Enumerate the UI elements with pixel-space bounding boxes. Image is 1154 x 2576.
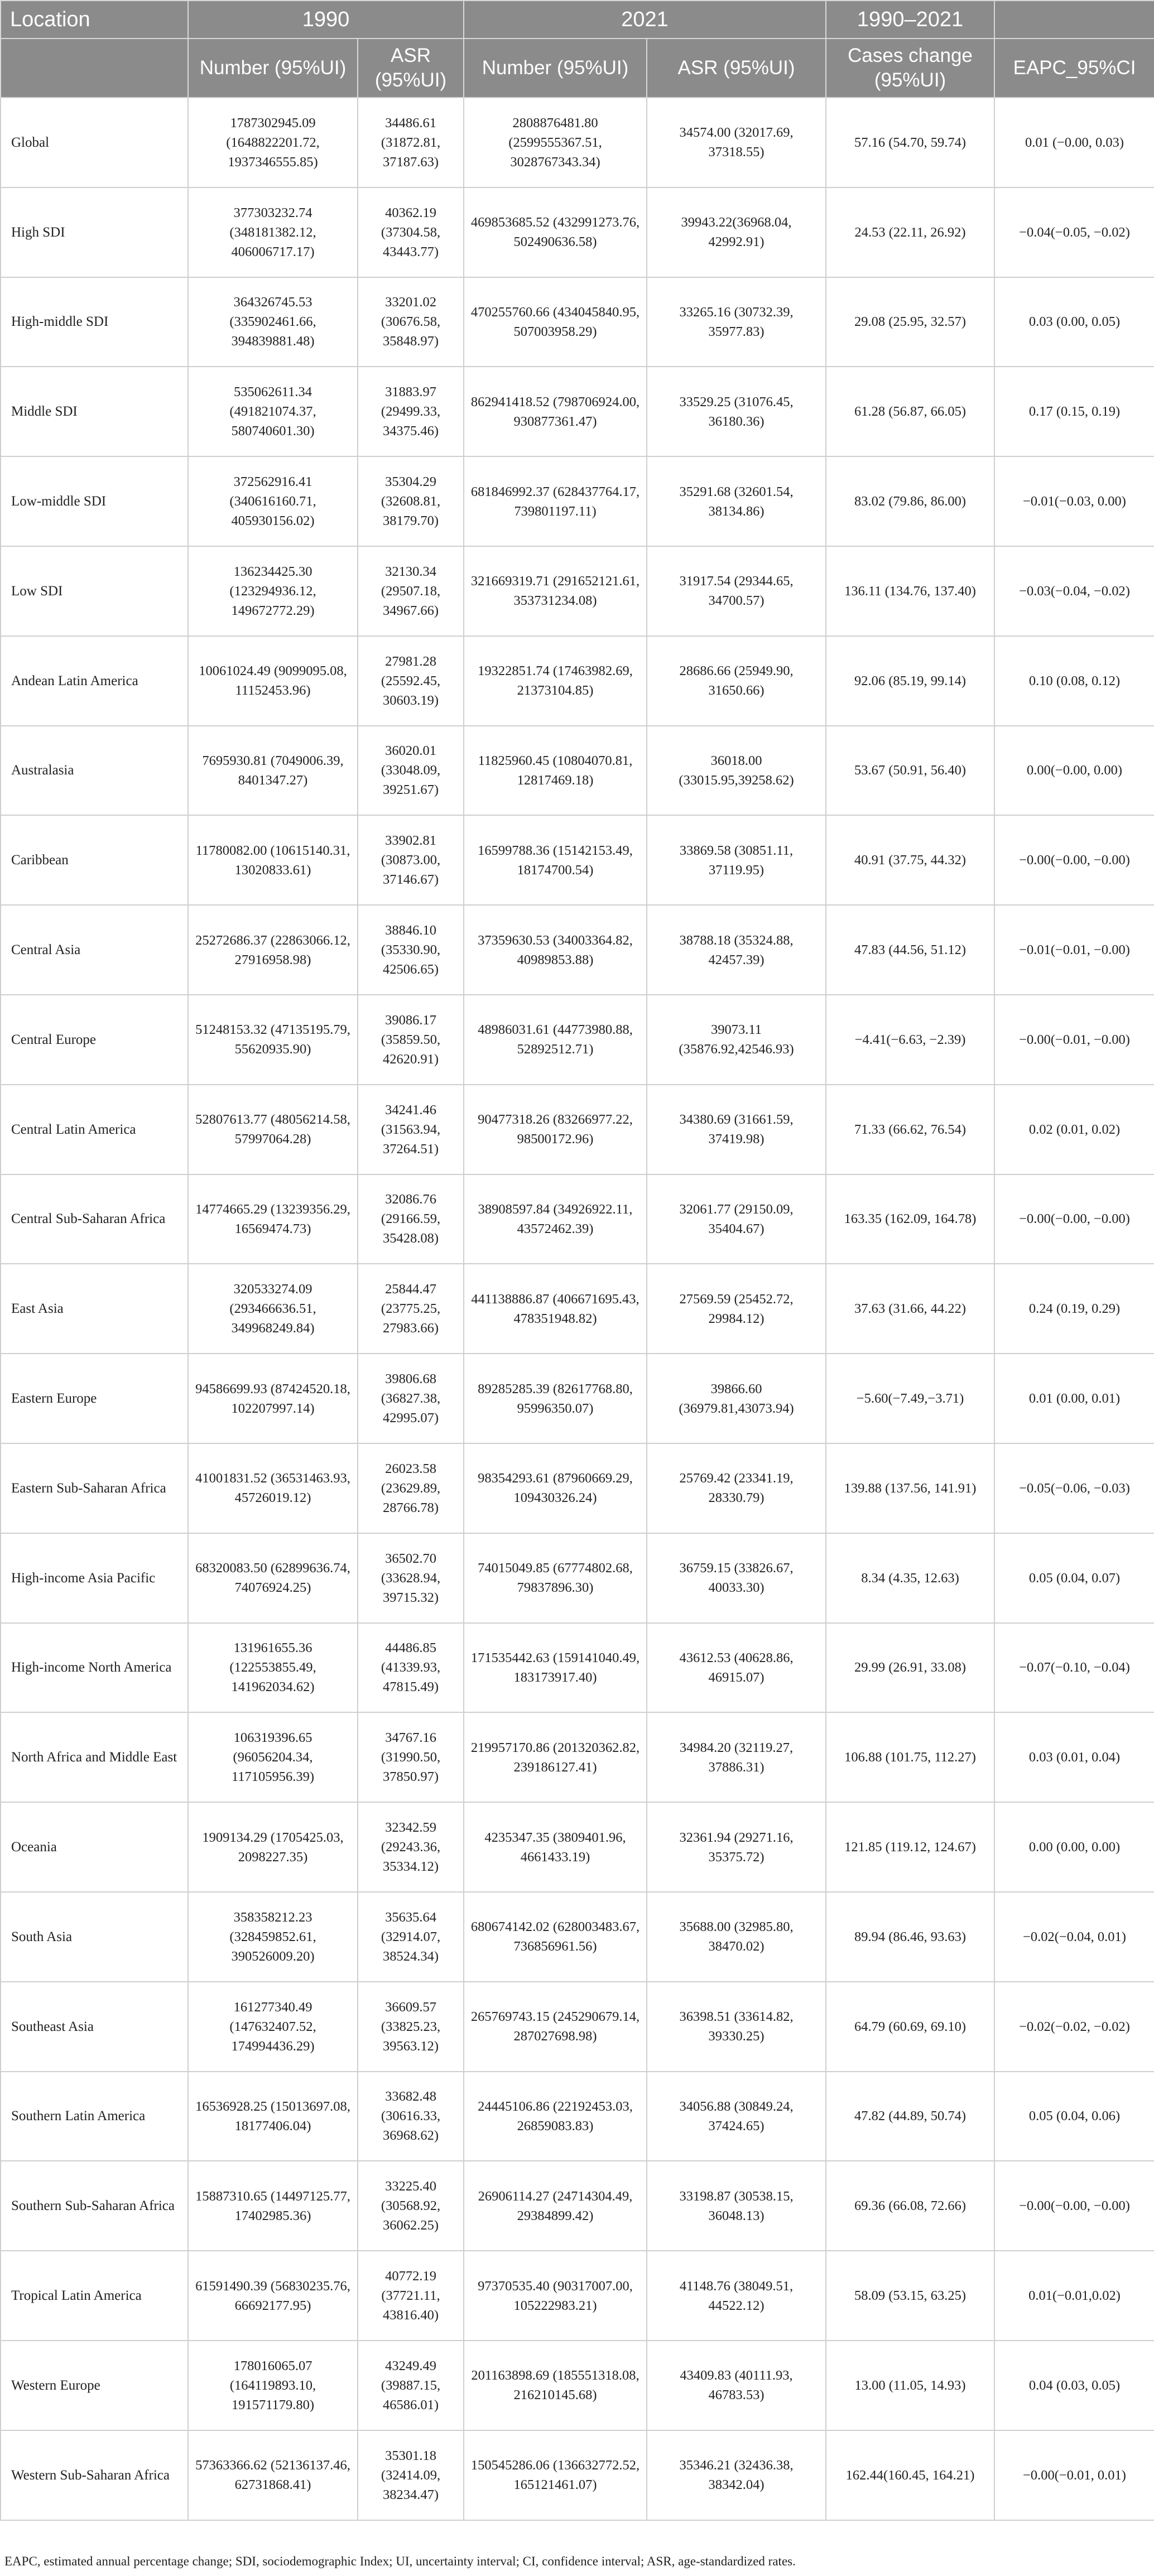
cases-change-cell: 47.83 (44.56, 51.12) [826,905,994,995]
asr-1990-cell: 33682.48 (30616.33, 36968.62) [358,2072,464,2161]
asr-2021-cell: 36759.15 (33826.67, 40033.30) [647,1533,826,1623]
table-row [1,636,1154,726]
asr-2021-cell: 33529.25 (31076.45, 36180.36) [647,367,826,456]
cases-change-cell: 121.85 (119.12, 124.67) [826,1802,994,1892]
location-cell: Global [1,98,188,187]
cases-change-cell: 89.94 (86.46, 93.63) [826,1892,994,1982]
asr-1990-cell: 40772.19 (37721.11, 43816.40) [358,2251,464,2341]
number-2021-cell: 38908597.84 (34926922.11, 43572462.39) [464,1174,647,1264]
cases-change-cell: 61.28 (56.87, 66.05) [826,367,994,456]
cases-change-cell: 162.44(160.45, 164.21) [826,2430,994,2520]
location-header: Location [1,1,188,38]
cases-change-cell: 163.35 (162.09, 164.78) [826,1174,994,1264]
eapc-cell: −0.02(−0.04, 0.01) [994,1892,1154,1982]
eapc-cell: 0.00 (0.00, 0.00) [994,1802,1154,1892]
location-cell: High-income North America [1,1623,188,1713]
number-2021-cell: 98354293.61 (87960669.29, 109430326.24) [464,1443,647,1533]
number-1990-cell: 7695930.81 (7049006.39, 8401347.27) [188,726,358,816]
number-1990-cell: 372562916.41 (340616160.71, 405930156.02) [188,456,358,546]
cases-change-cell: 139.88 (137.56, 141.91) [826,1443,994,1533]
asr-2021-cell: 31917.54 (29344.65, 34700.57) [647,546,826,636]
eapc-cell: 0.01(−0.01,0.02) [994,2251,1154,2341]
asr-1990-cell: 40362.19 (37304.58, 43443.77) [358,187,464,277]
number-1990-cell: 535062611.34 (491821074.37, 580740601.30) [188,367,358,456]
table-row [1,1264,1154,1354]
number-1990-cell: 68320083.50 (62899636.74, 74076924.25) [188,1533,358,1623]
cases-change-cell: 24.53 (22.11, 26.92) [826,187,994,277]
cases-change-cell: 58.09 (53.15, 63.25) [826,2251,994,2341]
table-row [1,905,1154,995]
eapc-cell: 0.24 (0.19, 0.29) [994,1264,1154,1354]
number-1990-cell: 161277340.49 (147632407.52, 174994436.29) [188,1982,358,2072]
asr-1990-cell: 39806.68 (36827.38, 42995.07) [358,1354,464,1443]
eapc-cell: 0.02 (0.01, 0.02) [994,1085,1154,1174]
table-footnote: EAPC, estimated annual percentage change; SDI, sociodemographic Index; UI, uncertainty interval; CI, confidence interval; ASR, age-standardized rates. [4,2554,796,2568]
asr-2021-cell: 36018.00 (33015.95,39258.62) [647,726,826,816]
location-cell: High-income Asia Pacific [1,1533,188,1623]
eapc-cell: 0.05 (0.04, 0.07) [994,1533,1154,1623]
asr-1990-cell: 39086.17 (35859.50, 42620.91) [358,995,464,1085]
location-cell: Central Sub-Saharan Africa [1,1174,188,1264]
location-cell: North Africa and Middle East [1,1712,188,1802]
table-row [1,1085,1154,1174]
number-2021-cell: 441138886.87 (406671695.43, 478351948.82) [464,1264,647,1354]
asr-1990-cell: 34486.61 (31872.81, 37187.63) [358,98,464,187]
asr-1990-cell: 32342.59 (29243.36, 35334.12) [358,1802,464,1892]
number-2021-cell: 48986031.61 (44773980.88, 52892512.71) [464,995,647,1085]
blank-header [994,1,1154,38]
asr-2021-cell: 34574.00 (32017.69, 37318.55) [647,98,826,187]
asr-2021-cell: 43612.53 (40628.86, 46915.07) [647,1623,826,1713]
asr-1990-cell: 43249.49 (39887.15, 46586.01) [358,2341,464,2430]
location-cell: Tropical Latin America [1,2251,188,2341]
asr-1990-cell: 35635.64 (32914.07, 38524.34) [358,1892,464,1982]
asr-2021-cell: 35688.00 (32985.80, 38470.02) [647,1892,826,1982]
table-body [1,98,1154,2520]
location-cell: Eastern Sub-Saharan Africa [1,1443,188,1533]
number-2021-cell: 97370535.40 (90317007.00, 105222983.21) [464,2251,647,2341]
number-2021-cell: 862941418.52 (798706924.00, 930877361.47) [464,367,647,456]
table-row [1,98,1154,187]
cases-change-cell: 69.36 (66.08, 72.66) [826,2161,994,2251]
number-1990-cell: 11780082.00 (10615140.31, 13020833.61) [188,815,358,905]
table-row [1,815,1154,905]
asr-2021-cell: 39943.22(36968.04, 42992.91) [647,187,826,277]
asr-1990-cell: 25844.47 (23775.25, 27983.66) [358,1264,464,1354]
eapc-cell: −0.00(−0.00, −0.00) [994,815,1154,905]
location-cell: Low SDI [1,546,188,636]
table-row [1,2251,1154,2341]
asr-1990-cell: 36609.57 (33825.23, 39563.12) [358,1982,464,2072]
location-cell: Southern Latin America [1,2072,188,2161]
location-cell: Southeast Asia [1,1982,188,2072]
eapc-cell: −0.01(−0.01, −0.00) [994,905,1154,995]
eapc-cell: 0.01 (0.00, 0.01) [994,1354,1154,1443]
cases-change-cell: 29.99 (26.91, 33.08) [826,1623,994,1713]
location-cell: Western Europe [1,2341,188,2430]
number-2021-cell: 2808876481.80 (2599555367.51, 3028767343.34) [464,98,647,187]
asr-2021-cell: 34380.69 (31661.59, 37419.98) [647,1085,826,1174]
asr-2021-cell: 36398.51 (33614.82, 39330.25) [647,1982,826,2072]
table-row [1,726,1154,816]
location-cell: Low-middle SDI [1,456,188,546]
number-2021-cell: 16599788.36 (15142153.49, 18174700.54) [464,815,647,905]
table-row [1,367,1154,456]
cases-change-cell: 106.88 (101.75, 112.27) [826,1712,994,1802]
eapc-header: EAPC_95%CI [994,38,1154,98]
asr-1990-cell: 27981.28 (25592.45, 30603.19) [358,636,464,726]
cases-change-cell: −5.60(−7.49,−3.71) [826,1354,994,1443]
asr-1990-cell: 26023.58 (23629.89, 28766.78) [358,1443,464,1533]
number-2021-cell: 24445106.86 (22192453.03, 26859083.83) [464,2072,647,2161]
eapc-cell: −0.03(−0.04, −0.02) [994,546,1154,636]
eapc-cell: −0.00(−0.01, 0.01) [994,2430,1154,2520]
number-1990-cell: 377303232.74 (348181382.12, 406006717.17) [188,187,358,277]
location-cell: Caribbean [1,815,188,905]
asr-1990-cell: 44486.85 (41339.93, 47815.49) [358,1623,464,1713]
number-2021-cell: 321669319.71 (291652121.61, 353731234.08) [464,546,647,636]
asr-2021-cell: 33869.58 (30851.11, 37119.95) [647,815,826,905]
cases-change-cell: 53.67 (50.91, 56.40) [826,726,994,816]
asr-1990-cell: 33225.40 (30568.92, 36062.25) [358,2161,464,2251]
number-1990-cell: 25272686.37 (22863066.12, 27916958.98) [188,905,358,995]
location-cell: High-middle SDI [1,277,188,367]
asr-2021-cell: 32061.77 (29150.09, 35404.67) [647,1174,826,1264]
eapc-cell: −0.02(−0.02, −0.02) [994,1982,1154,2072]
location-cell: South Asia [1,1892,188,1982]
asr-1990-cell: 34767.16 (31990.50, 37850.97) [358,1712,464,1802]
asr-1990-cell: 31883.97 (29499.33, 34375.46) [358,367,464,456]
eapc-cell: −0.00(−0.00, −0.00) [994,2161,1154,2251]
number-1990-cell: 1787302945.09 (1648822201.72, 1937346555.85) [188,98,358,187]
number-1990-cell: 178016065.07 (164119893.10, 191571179.80) [188,2341,358,2430]
number-1990-cell: 16536928.25 (15013697.08, 18177406.04) [188,2072,358,2161]
number-2021-cell: 265769743.15 (245290679.14, 287027698.98) [464,1982,647,2072]
number-2021-cell: 37359630.53 (34003364.82, 40989853.88) [464,905,647,995]
table-row [1,456,1154,546]
asr-1990-cell: 35301.18 (32414.09, 38234.47) [358,2430,464,2520]
number-1990-cell: 358358212.23 (328459852.61, 390526009.20) [188,1892,358,1982]
number-2021-cell: 171535442.63 (159141040.49, 183173917.40) [464,1623,647,1713]
asr-2021-cell: 25769.42 (23341.19, 28330.79) [647,1443,826,1533]
asr-1990-cell: 32086.76 (29166.59, 35428.08) [358,1174,464,1264]
number-1990-cell: 51248153.32 (47135195.79, 55620935.90) [188,995,358,1085]
asr-1990-cell: 33902.81 (30873.00, 37146.67) [358,815,464,905]
location-cell: Middle SDI [1,367,188,456]
cases-change-cell: 37.63 (31.66, 44.22) [826,1264,994,1354]
asr-2021-cell: 35346.21 (32436.38, 38342.04) [647,2430,826,2520]
table-row [1,995,1154,1085]
number-1990-cell: 52807613.77 (48056214.58, 57997064.28) [188,1085,358,1174]
asr-1990-cell: 35304.29 (32608.81, 38179.70) [358,456,464,546]
year-2021-header: 2021 [464,1,826,38]
table-row [1,2341,1154,2430]
asr-2021-cell: 28686.66 (25949.90, 31650.66) [647,636,826,726]
asr-1990-cell: 38846.10 (35330.90, 42506.65) [358,905,464,995]
cases-change-cell: 83.02 (79.86, 86.00) [826,456,994,546]
asr-2021-cell: 41148.76 (38049.51, 44522.12) [647,2251,826,2341]
location-cell: Central Asia [1,905,188,995]
location-cell: Oceania [1,1802,188,1892]
number-1990-cell: 131961655.36 (122553855.49, 141962034.62) [188,1623,358,1713]
number-2021-cell: 26906114.27 (24714304.49, 29384899.42) [464,2161,647,2251]
asr-2021-cell: 39073.11 (35876.92,42546.93) [647,995,826,1085]
eapc-cell: −0.04(−0.05, −0.02) [994,187,1154,277]
eapc-cell: 0.04 (0.03, 0.05) [994,2341,1154,2430]
eapc-cell: 0.10 (0.08, 0.12) [994,636,1154,726]
location-cell: Australasia [1,726,188,816]
asr-2021-cell: 33198.87 (30538.15, 36048.13) [647,2161,826,2251]
number-1990-header: Number (95%UI) [188,38,358,98]
table-row [1,277,1154,367]
number-1990-cell: 14774665.29 (13239356.29, 16569474.73) [188,1174,358,1264]
eapc-cell: −0.01(−0.03, 0.00) [994,456,1154,546]
location-cell: Eastern Europe [1,1354,188,1443]
table-row [1,1354,1154,1443]
number-2021-cell: 219957170.86 (201320362.82, 239186127.41) [464,1712,647,1802]
table-row [1,1623,1154,1713]
number-1990-cell: 94586699.93 (87424520.18, 102207997.14) [188,1354,358,1443]
table-row [1,1802,1154,1892]
location-cell: Central Latin America [1,1085,188,1174]
location-cell: High SDI [1,187,188,277]
number-2021-cell: 89285285.39 (82617768.80, 95996350.07) [464,1354,647,1443]
number-2021-cell: 680674142.02 (628003483.67, 736856961.56) [464,1892,647,1982]
asr-2021-cell: 38788.18 (35324.88, 42457.39) [647,905,826,995]
table-row [1,1174,1154,1264]
asr-1990-header: ASR (95%UI) [358,38,464,98]
number-2021-cell: 19322851.74 (17463982.69, 21373104.85) [464,636,647,726]
number-2021-cell: 150545286.06 (136632772.52, 165121461.07) [464,2430,647,2520]
number-1990-cell: 106319396.65 (96056204.34, 117105956.39) [188,1712,358,1802]
table-row [1,2161,1154,2251]
asr-1990-cell: 34241.46 (31563.94, 37264.51) [358,1085,464,1174]
table-row [1,1892,1154,1982]
number-1990-cell: 41001831.52 (36531463.93, 45726019.12) [188,1443,358,1533]
asr-2021-cell: 35291.68 (32601.54, 38134.86) [647,456,826,546]
cases-change-cell: 71.33 (66.62, 76.54) [826,1085,994,1174]
table-row [1,187,1154,277]
table-row [1,1982,1154,2072]
table-row [1,1712,1154,1802]
cases-change-cell: −4.41(−6.63, −2.39) [826,995,994,1085]
number-1990-cell: 57363366.62 (52136137.46, 62731868.41) [188,2430,358,2520]
table-row [1,1533,1154,1623]
cases-change-cell: 29.08 (25.95, 32.57) [826,277,994,367]
eapc-cell: 0.03 (0.01, 0.04) [994,1712,1154,1802]
asr-2021-header: ASR (95%UI) [647,38,826,98]
number-2021-cell: 469853685.52 (432991273.76, 502490636.58) [464,187,647,277]
number-1990-cell: 61591490.39 (56830235.76, 66692177.95) [188,2251,358,2341]
eapc-cell: −0.07(−0.10, −0.04) [994,1623,1154,1713]
number-2021-cell: 11825960.45 (10804070.81, 12817469.18) [464,726,647,816]
eapc-cell: 0.01 (−0.00, 0.03) [994,98,1154,187]
year-1990-header: 1990 [188,1,464,38]
location-cell: East Asia [1,1264,188,1354]
cases-change-cell: 40.91 (37.75, 44.32) [826,815,994,905]
number-1990-cell: 15887310.65 (14497125.77, 17402985.36) [188,2161,358,2251]
number-1990-cell: 320533274.09 (293466636.51, 349968249.84) [188,1264,358,1354]
eapc-cell: −0.00(−0.01, −0.00) [994,995,1154,1085]
table-row [1,1443,1154,1533]
cases-change-cell: 8.34 (4.35, 12.63) [826,1533,994,1623]
asr-2021-cell: 32361.94 (29271.16, 35375.72) [647,1802,826,1892]
location-cell: Andean Latin America [1,636,188,726]
number-2021-cell: 4235347.35 (3809401.96, 4661433.19) [464,1802,647,1892]
number-2021-cell: 90477318.26 (83266977.22, 98500172.96) [464,1085,647,1174]
eapc-cell: 0.05 (0.04, 0.06) [994,2072,1154,2161]
number-2021-header: Number (95%UI) [464,38,647,98]
location-cell: Western Sub-Saharan Africa [1,2430,188,2520]
table-header [1,1,1154,98]
number-2021-cell: 201163898.69 (185551318.08, 216210145.68) [464,2341,647,2430]
asr-1990-cell: 36020.01 (33048.09, 39251.67) [358,726,464,816]
eapc-cell: 0.17 (0.15, 0.19) [994,367,1154,456]
asr-1990-cell: 32130.34 (29507.18, 34967.66) [358,546,464,636]
location-cell: Southern Sub-Saharan Africa [1,2161,188,2251]
asr-2021-cell: 34984.20 (32119.27, 37886.31) [647,1712,826,1802]
asr-2021-cell: 34056.88 (30849.24, 37424.65) [647,2072,826,2161]
number-2021-cell: 74015049.85 (67774802.68, 79837896.30) [464,1533,647,1623]
eapc-cell: 0.03 (0.00, 0.05) [994,277,1154,367]
blank-subheader [1,38,188,98]
eapc-cell: −0.00(−0.00, −0.00) [994,1174,1154,1264]
eapc-cell: −0.05(−0.06, −0.03) [994,1443,1154,1533]
location-cell: Central Europe [1,995,188,1085]
number-1990-cell: 10061024.49 (9099095.08, 11152453.96) [188,636,358,726]
number-2021-cell: 681846992.37 (628437764.17, 739801197.11) [464,456,647,546]
number-1990-cell: 364326745.53 (335902461.66, 394839881.48) [188,277,358,367]
cases-change-cell: 13.00 (11.05, 14.93) [826,2341,994,2430]
change-period-header: 1990–2021 [826,1,994,38]
asr-2021-cell: 43409.83 (40111.93, 46783.53) [647,2341,826,2430]
table-row [1,2430,1154,2520]
cases-change-cell: 64.79 (60.69, 69.10) [826,1982,994,2072]
asr-2021-cell: 39866.60 (36979.81,43073.94) [647,1354,826,1443]
cases-change-cell: 92.06 (85.19, 99.14) [826,636,994,726]
number-1990-cell: 136234425.30 (123294936.12, 149672772.29) [188,546,358,636]
asr-1990-cell: 36502.70 (33628.94, 39715.32) [358,1533,464,1623]
number-1990-cell: 1909134.29 (1705425.03, 2098227.35) [188,1802,358,1892]
asr-1990-cell: 33201.02 (30676.58, 35848.97) [358,277,464,367]
number-2021-cell: 470255760.66 (434045840.95, 507003958.29) [464,277,647,367]
cases-change-header: Cases change (95%UI) [826,38,994,98]
asr-2021-cell: 27569.59 (25452.72, 29984.12) [647,1264,826,1354]
eapc-cell: 0.00(−0.00, 0.00) [994,726,1154,816]
table-row [1,2072,1154,2161]
cases-change-cell: 136.11 (134.76, 137.40) [826,546,994,636]
table-row [1,546,1154,636]
cases-change-cell: 47.82 (44.89, 50.74) [826,2072,994,2161]
cases-change-cell: 57.16 (54.70, 59.74) [826,98,994,187]
asr-2021-cell: 33265.16 (30732.39, 35977.83) [647,277,826,367]
